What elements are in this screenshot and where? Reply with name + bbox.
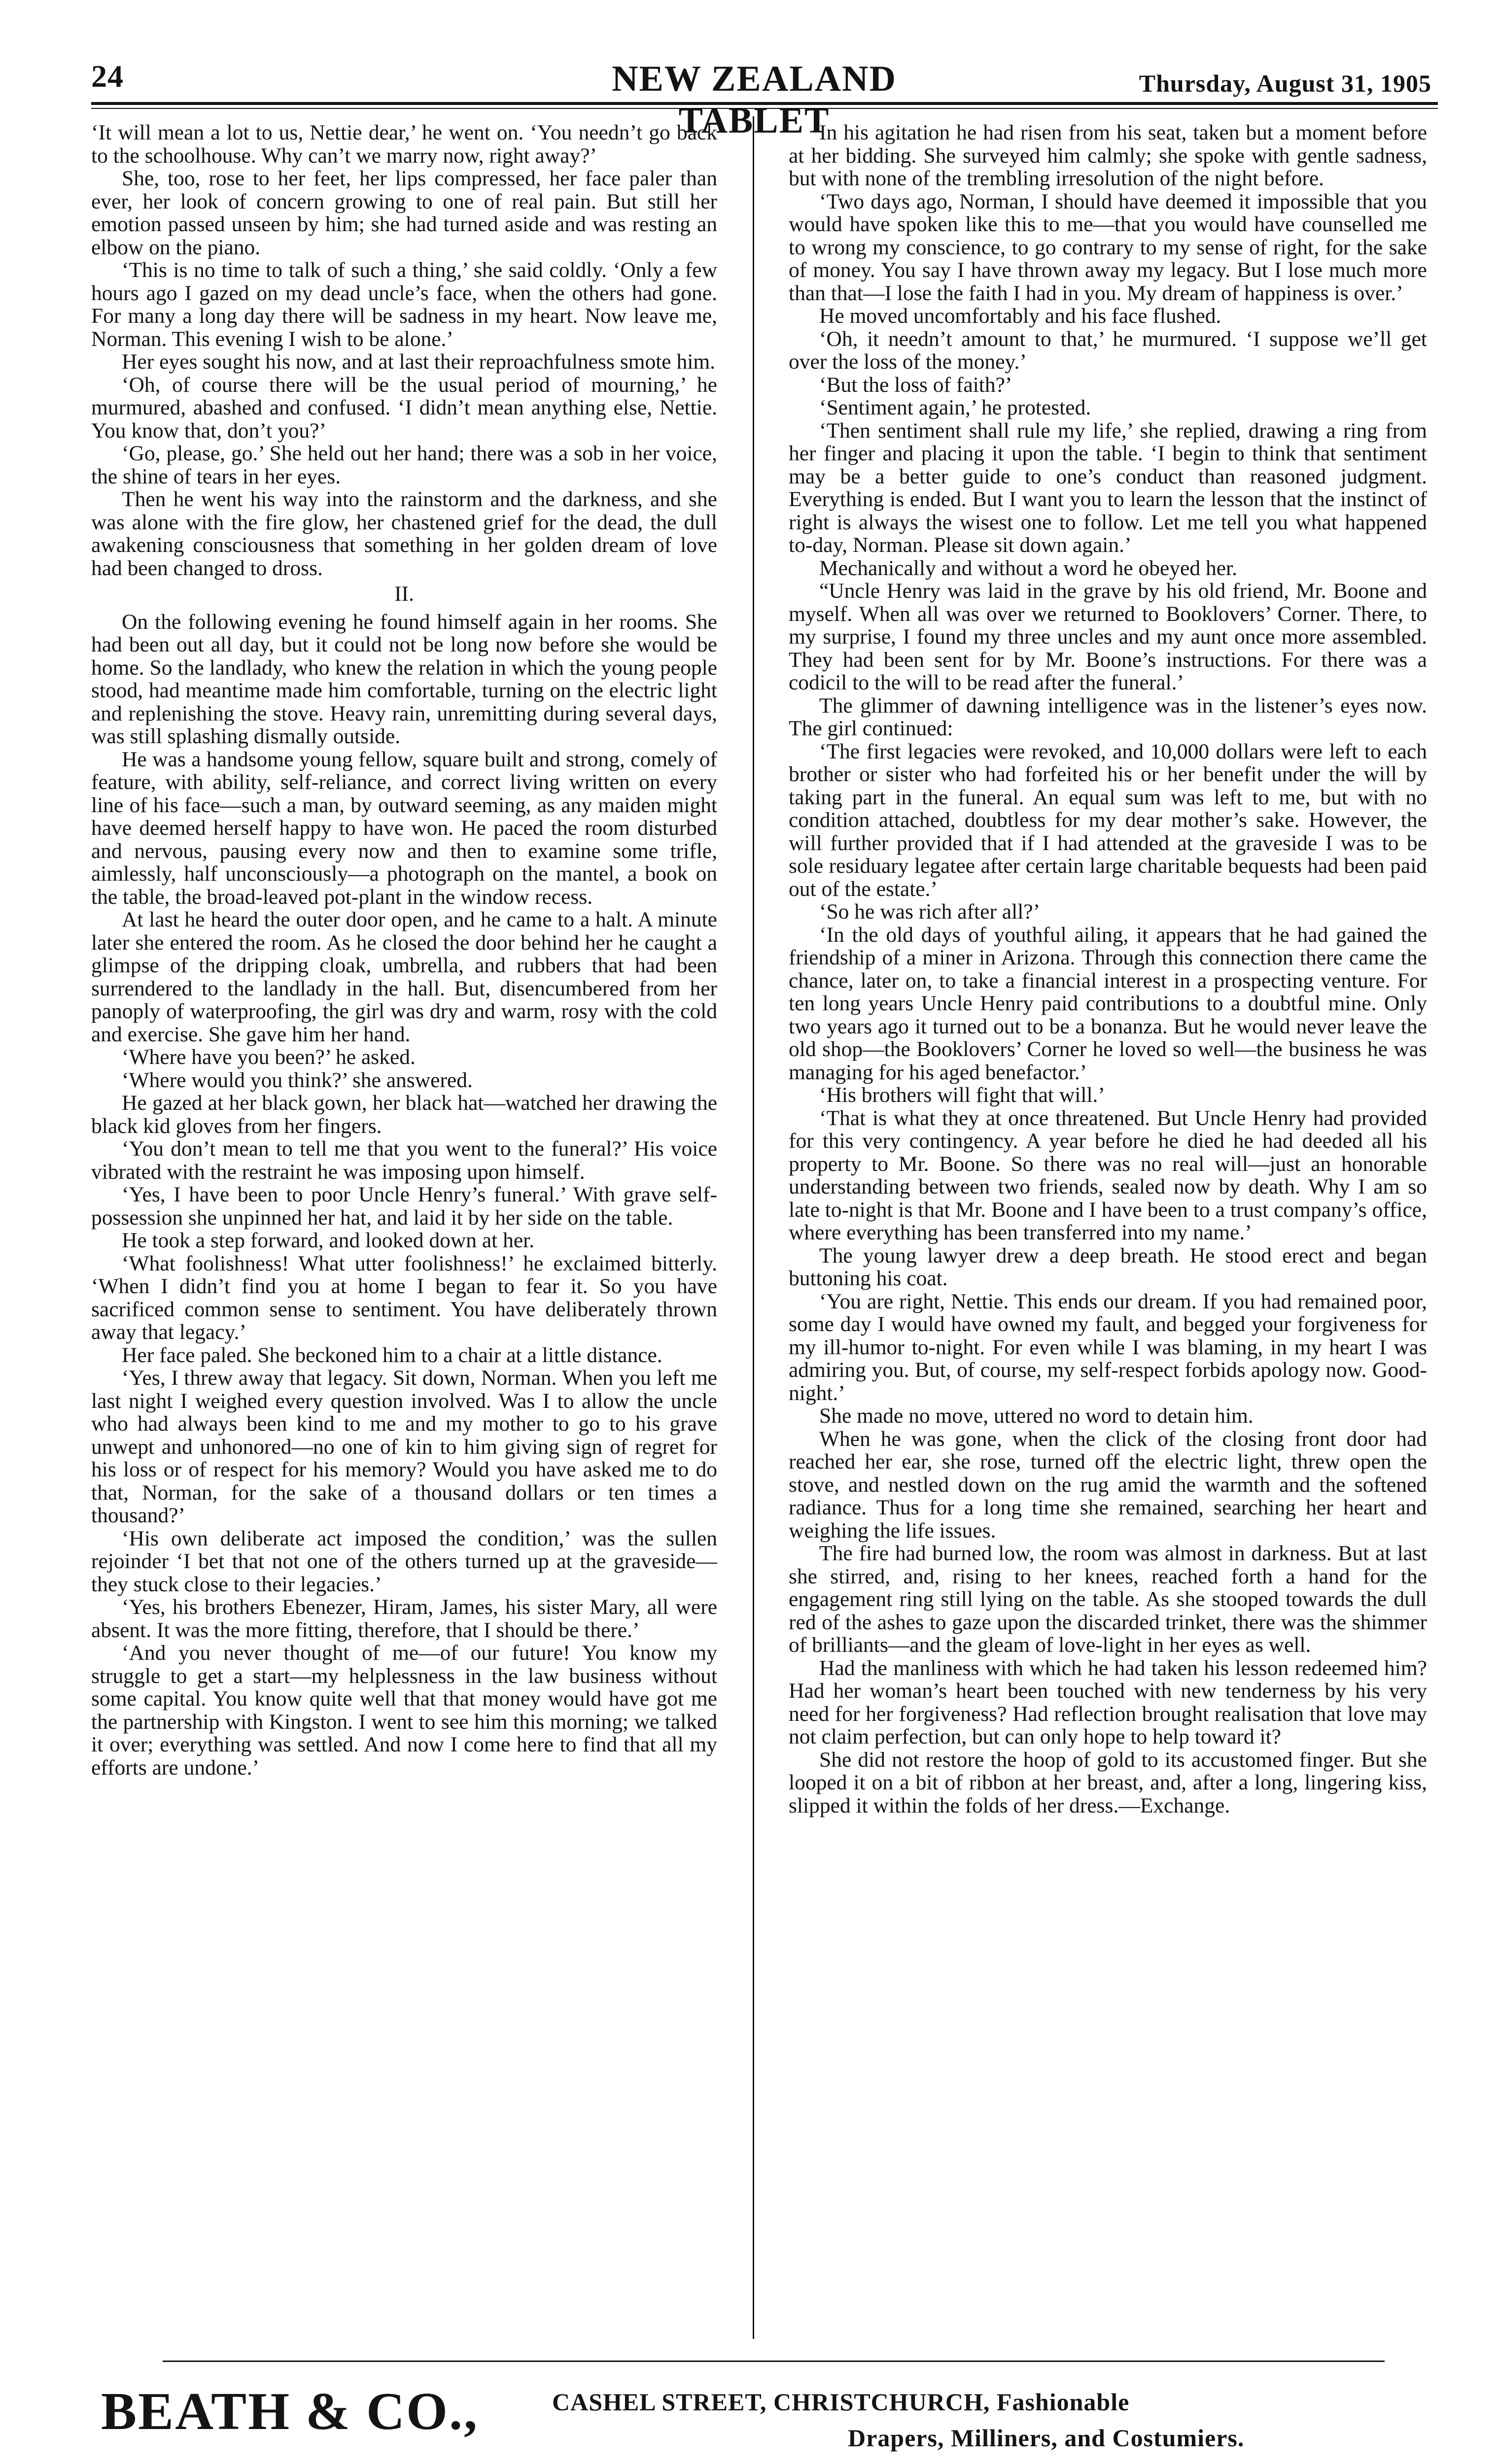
paragraph: When he was gone, when the click of the closing front door had reached her ear, she rose, turned off the electric light, threw open the stove, and nestled down on the rug amid the warmth and the softened radiance. Thus for a long time she remained, searching her heart and weighing the life issues. <box>789 1427 1427 1542</box>
paragraph: ‘Where have you been?’ he asked. <box>122 1045 416 1069</box>
page-number: 24 <box>91 59 124 94</box>
advertiser-address: CASHEL STREET, CHRISTCHURCH, Fashionable <box>552 2388 1130 2416</box>
paragraph: He moved uncomfortably and his face flushed. <box>819 304 1221 328</box>
paragraph: Mechanically and without a word he obeyed her. <box>819 556 1237 580</box>
story-column-right <box>789 121 1427 2312</box>
paragraph: ‘Sentiment again,’ he protested. <box>819 396 1091 419</box>
paragraph: She, too, rose to her feet, her lips compressed, her face paler than ever, her look of concern growing to one of real pain. But still her emotion passed unseen by him; she had turned aside and was resting an elbow on the piano. <box>91 167 717 259</box>
paragraph: ‘The first legacies were revoked, and 10,000 dollars were left to each brother or sister who had forfeited his or her benefit under the will by taking part in the funeral. An equal sum was left to me, but with no condition attached, doubtless for my dear mother’s sake. However, the will further provided that if I had attended at the graveside I was to be sole residuary legatee after certain large charitable bequests had been paid out of the estate.’ <box>789 739 1427 901</box>
issue-date: Thursday, August 31, 1905 <box>1139 69 1431 97</box>
advertiser-trade: Drapers, Milliners, and Costumiers. <box>848 2424 1245 2452</box>
paragraph: ‘His own deliberate act imposed the condition,’ was the sullen rejoinder ‘I bet that not one of the others turned up at the graveside—they stuck close to their legacies.’ <box>91 1526 717 1596</box>
paragraph: ‘His brothers will fight that will.’ <box>819 1083 1105 1107</box>
footer-rule <box>163 2361 1385 2362</box>
advertiser-name: BEATH & CO., <box>101 2382 479 2441</box>
paragraph: The glimmer of dawning intelligence was in the listener’s eyes now. The girl continued: <box>789 693 1427 740</box>
paragraph: ‘Yes, his brothers Ebenezer, Hiram, James, his sister Mary, all were absent. It was the more fitting, therefore, that I should be there.’ <box>91 1595 717 1642</box>
paragraph: ‘So he was rich after all?’ <box>819 900 1041 924</box>
paragraph: ‘Yes, I have been to poor Uncle Henry’s funeral.’ With grave self-possession she unpinned her hat, and laid it by her side on the table. <box>91 1183 717 1230</box>
paragraph: ‘Yes, I threw away that legacy. Sit down, Norman. When you left me last night I weighed every question involved. Was I to allow the uncle who had always been kind to me and my mother to go to his grave unwept and unhonored—no one of kin to him giving sign of regret for his loss or of respect for his memory? Would you have asked me to do that, Norman, for the sake of a thousand dollars or ten times a thousand?’ <box>91 1366 717 1527</box>
paragraph: ‘And you never thought of me—of our future! You know my struggle to get a start—my helplessness in the law business without some capital. You know quite well that that money would have got me the partnership with Kingston. I went to see him this morning; we talked it over; everything was settled. And now I come here to find that all my efforts are undone.’ <box>91 1641 717 1780</box>
paragraph: ‘That is what they at once threatened. But Uncle Henry had provided for this very contingency. A year before he died he had deeded all his property to Mr. Boone. So there was no real will—just an honorable understanding between two friends, sealed now by death. Why I am so late to-night is that Mr. Boone and I have been to a trust company’s office, where everything has been transferred into my name.’ <box>789 1106 1427 1244</box>
paragraph: ‘You are right, Nettie. This ends our dream. If you had remained poor, some day I would have owned my fault, and begged your forgiveness for my ill-humor to-night. For even while I was blaming, in my heart I was admiring you. But, of course, my self-respect forbids apology now. Good-night.’ <box>789 1289 1427 1405</box>
paragraph: “Uncle Henry was laid in the grave by his old friend, Mr. Boone and myself. When all was over we returned to Booklovers’ Corner. There, to my surprise, I found my three uncles and my aunt once more assembled. They had been sent for by Mr. Boone’s instructions. For there was a codicil to the will to be read after the funeral.’ <box>789 579 1427 694</box>
paragraph: Her face paled. She beckoned him to a chair at a little distance. <box>122 1343 662 1367</box>
paragraph: She made no move, uttered no word to detain him. <box>819 1404 1254 1428</box>
paragraph: ‘This is no time to talk of such a thing,’ she said coldly. ‘Only a few hours ago I gazed on my dead uncle’s face, when the others had gone. For many a long day there will be sadness in my heart. Now leave me, Norman. This evening I wish to be alone.’ <box>91 258 717 351</box>
paragraph: Had the manliness with which he had taken his lesson redeemed him? Had her woman’s heart been touched with new tenderness by his very need for her forgiveness? Had reflection brought realisation that love may not claim perfection, but can only hope to help toward it? <box>789 1656 1427 1748</box>
paragraph: ‘Where would you think?’ she answered. <box>122 1068 473 1092</box>
paragraph: At last he heard the outer door open, and he came to a halt. A minute later she entered the room. As he closed the door behind her he caught a glimpse of the dripping cloak, umbrella, and rubbers that had been surrendered to the landlady in the hall. But, disencumbered from her panoply of waterproofing, the girl was dry and warm, rosy with the cold and exercise. She gave him her hand. <box>91 908 717 1046</box>
paragraph: He took a step forward, and looked down at her. <box>122 1229 535 1252</box>
paragraph: ‘But the loss of faith?’ <box>819 373 1012 397</box>
paragraph: He gazed at her black gown, her black hat—watched her drawing the black kid gloves from her fingers. <box>91 1091 717 1138</box>
section-number: II. <box>394 582 414 606</box>
paragraph: ‘Two days ago, Norman, I should have deemed it impossible that you would have spoken like this to me—that you would have counselled me to wrong my conscience, to go contrary to my sense of right, for the sake of money. You say I have thrown away my legacy. But I lose much more than that—I lose the faith I had in you. My dream of happiness is over.’ <box>789 189 1427 305</box>
paragraph: In his agitation he had risen from his seat, taken but a moment before at her bidding. She surveyed him calmly; she spoke with gentle sadness, but with none of the trembling irresolution of the night before. <box>789 121 1427 190</box>
paragraph: ‘Then sentiment shall rule my life,’ she replied, drawing a ring from her finger and placing it upon the table. ‘I begin to think that sentiment may be a better guide to one’s conduct than reasoned judgment. Everything is ended. But I want you to learn the lesson that the instinct of right is always the wisest one to follow. Let me tell you what happened to-day, Norman. Please sit down again.’ <box>789 418 1427 557</box>
header-rule <box>91 102 1438 109</box>
paragraph: ‘It will mean a lot to us, Nettie dear,’ he went on. ‘You needn’t go back to the schoolhouse. Why can’t we marry now, right away?’ <box>91 121 717 168</box>
paragraph: ‘In the old days of youthful ailing, it appears that he had gained the friendship of a miner in Arizona. Through this connection there came the chance, later on, to take a financial interest in a prospecting venture. For ten long years Uncle Henry paid contributions to a doubtful mine. Only two years ago it turned out to be a bonanza. But he would never leave the old shop—the Booklovers’ Corner he loved so well—the business he was managing for his aged benefactor.’ <box>789 923 1427 1084</box>
paragraph: ‘Go, please, go.’ She held out her hand; there was a sob in her voice, the shine of tears in her eyes. <box>91 442 717 488</box>
paragraph: Her eyes sought his now, and at last their reproachfulness smote him. <box>122 350 716 374</box>
paragraph: The young lawyer drew a deep breath. He stood erect and began buttoning his coat. <box>789 1243 1427 1290</box>
paragraph: He was a handsome young fellow, square built and strong, comely of feature, with ability, self-reliance, and correct living written on every line of his face—such a man, by outward seeming, as any maiden might have deemed herself happy to have won. He paced the room disturbed and nervous, pausing every now and then to examine some trifle, aimlessly, half unconsciously—a photograph on the mantel, a book on the table, the broad-leaved pot-plant in the window recess. <box>91 747 717 909</box>
story-column-left <box>91 121 717 2312</box>
paragraph: On the following evening he found himself again in her rooms. She had been out all day, but it could not be long now before she would be home. So the landlady, who knew the relation in which the young people stood, had meantime made him comfortable, turning on the electric light and replenishing the stove. Heavy rain, unremitting during several days, was still splashing dismally outside. <box>91 610 717 748</box>
column-divider <box>753 116 754 2339</box>
paragraph: She did not restore the hoop of gold to its accustomed finger. But she looped it on a bit of ribbon at her breast, and, after a long, lingering kiss, slipped it within the folds of her dress.—Exchange. <box>789 1747 1427 1817</box>
paragraph: ‘What foolishness! What utter foolishness!’ he exclaimed bitterly. ‘When I didn’t find you at home I began to fear it. So you have sacrificed common sense to sentiment. You have deliberately thrown away that legacy.’ <box>91 1251 717 1344</box>
paragraph: ‘Oh, it needn’t amount to that,’ he murmured. ‘I suppose we’ll get over the loss of the money.’ <box>789 327 1427 374</box>
paragraph: Then he went his way into the rainstorm and the darkness, and she was alone with the fire glow, her chastened grief for the dead, the dull awakening consciousness that something in her golden dream of love had been changed to dross. <box>91 487 717 580</box>
paragraph: ‘You don’t mean to tell me that you went to the funeral?’ His voice vibrated with the restraint he was imposing upon himself. <box>91 1137 717 1184</box>
paragraph: ‘Oh, of course there will be the usual period of mourning,’ he murmured, abashed and confused. ‘I didn’t mean anything else, Nettie. You know that, don’t you?’ <box>91 373 717 443</box>
masthead: NEW ZEALAND TABLET <box>612 59 897 141</box>
paragraph: The fire had burned low, the room was almost in darkness. But at last she stirred, and, rising to her knees, reached forth a hand for the engagement ring still lying on the table. As she stooped towards the dull red of the ashes to gaze upon the discarded trinket, there was the shimmer of brilliants—and the gleam of love-light in her eyes as well. <box>789 1541 1427 1657</box>
